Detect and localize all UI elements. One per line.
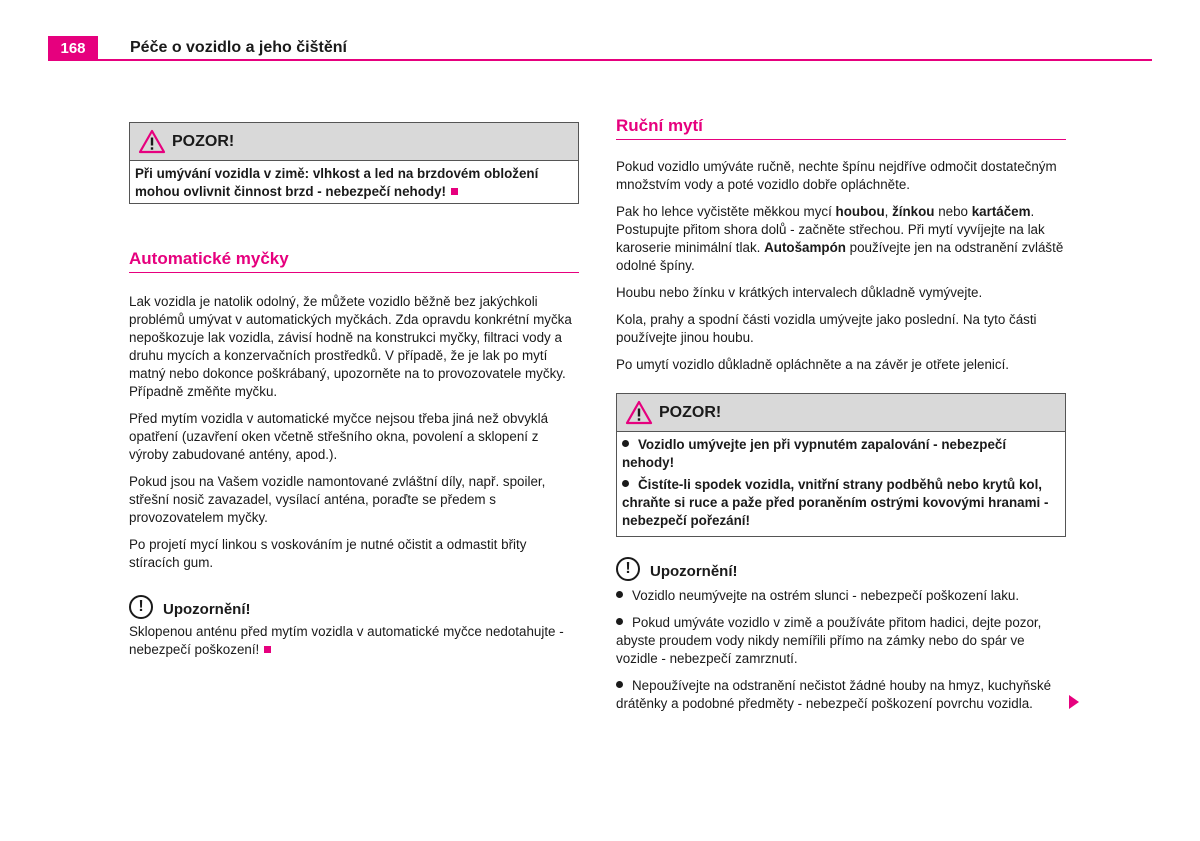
note-item-text: Vozidlo neumývejte na ostrém slunci - nebezpečí poškození laku. — [632, 588, 1020, 603]
text-run: nebo — [934, 204, 972, 219]
warning-item — [622, 476, 1059, 530]
note-item — [616, 614, 1066, 668]
note-text — [129, 623, 579, 659]
end-marker-icon — [264, 646, 271, 653]
paragraph: Před mytím vozidla v automatické myčce nejsou třeba jiná než obvyklá opatření (uzavření oken včetně střešního okna, povolení a sklopení z výroby zabudované antény, apod.). — [129, 411, 549, 462]
note-title: Upozornění! — [163, 601, 251, 618]
warning-header — [130, 123, 578, 161]
bold-run: kartáčem — [971, 204, 1031, 219]
bullet-icon — [616, 681, 623, 688]
warning-item-text: Čistíte-li spodek vozidla, vnitřní strany podběhů nebo krytů kol, chraňte si ruce a paže před poraněním ostrými kovovými hranami - nebezpečí pořezání! — [622, 477, 1049, 528]
section-title-automatic-wash: Automatické myčky — [129, 249, 579, 273]
text-run: Pak ho lehce vyčistěte měkkou mycí — [616, 204, 836, 219]
paragraph: Pokud vozidlo umýváte ručně, nechte špínu nejdříve odmočit dostatečným množstvím vody a poté vozidlo dobře opláchněte. — [616, 159, 1057, 192]
paragraph: Lak vozidla je natolik odolný, že můžete vozidlo běžně bez jakýchkoli problémů umývat v automatických myčkách. Zda opravdu konkrétní myčka nepoškozuje lak vozidla, závisí hodně na konstrukci myčky, filtraci vody a druhu mycích a konzervačních prostředků. V případě, že je lak po mytí matný nebo dokonce poškrábaný, upozorněte na to provozovatele myčky. Případně změňte myčku. — [129, 294, 572, 399]
bold-run: houbou — [835, 204, 885, 219]
exclamation-circle-icon: ! — [129, 595, 153, 619]
note-item-text: Nepoužívejte na odstranění nečistot žádné houby na hmyz, kuchyňské drátěnky a podobné předměty - nebezpečí poškození povrchu vozidla. — [616, 678, 1052, 711]
page-header — [0, 0, 1200, 62]
bullet-icon — [622, 480, 629, 487]
note-header — [129, 589, 579, 619]
bold-run: žínkou — [892, 204, 935, 219]
paragraph: Po projetí mycí linkou s voskováním je nutné očistit a odmastit břity stíracích gum. — [129, 537, 527, 570]
warning-title: POZOR! — [659, 403, 722, 421]
paragraph: Pokud jsou na Vašem vozidle namontované zvláštní díly, např. spoiler, střešní nosič zavazadel, vysílací anténa, poraďte se předem s provozovatelem myčky. — [129, 474, 546, 525]
note-text-content: Sklopenou anténu před mytím vozidla v automatické myčce nedotahujte - nebezpečí poškození! — [129, 624, 564, 657]
warning-triangle-icon — [625, 400, 653, 425]
warning-text — [130, 161, 578, 203]
bold-run: Autošampón — [764, 240, 846, 255]
page-title: Péče o vozidlo a jeho čištění — [130, 39, 347, 56]
note-item-text: Pokud umýváte vozidlo v zimě a používáte přitom hadici, dejte pozor, abyste proudem vody nikdy nemířili přímo na zámky nebo do spár ve vozidle - nebezpečí zamrznutí. — [616, 615, 1042, 666]
paragraph: Kola, prahy a spodní části vozidla umývejte jako poslední. Na tyto části používejte jinou houbu. — [616, 312, 1037, 345]
warning-box — [616, 393, 1066, 537]
bullet-icon — [616, 618, 623, 625]
paragraph: Po umytí vozidlo důkladně opláchněte a na závěr je otřete jelenicí. — [616, 357, 1010, 372]
warning-text-content: Při umývání vozidla v zimě: vlhkost a led na brzdovém obložení mohou ovlivnit činnost brzd - nebezpečí nehody! — [135, 166, 539, 199]
left-column — [129, 122, 579, 668]
paragraph — [616, 203, 1066, 275]
note-item — [616, 587, 1066, 605]
warning-title: POZOR! — [172, 132, 235, 150]
next-page-arrow-icon — [1069, 695, 1079, 709]
note-title: Upozornění! — [650, 563, 738, 580]
warning-item — [622, 436, 1059, 472]
bullet-icon — [622, 440, 629, 447]
section-title-hand-wash: Ruční mytí — [616, 116, 1066, 140]
warning-list — [617, 432, 1065, 536]
warning-box — [129, 122, 579, 204]
warning-triangle-icon — [138, 129, 166, 154]
exclamation-circle-icon: ! — [616, 557, 640, 581]
page-number: 168 — [48, 36, 98, 61]
warning-header — [617, 394, 1065, 432]
bullet-icon — [616, 591, 623, 598]
note-header — [616, 551, 1066, 581]
right-column — [616, 116, 1066, 722]
text-run: používejte jen na odstranění zvláště odolné špíny. — [616, 240, 1064, 273]
end-marker-icon — [451, 188, 458, 195]
warning-item-text: Vozidlo umývejte jen při vypnutém zapalování - nebezpečí nehody! — [622, 437, 1007, 470]
header-divider — [48, 59, 1152, 61]
text-run: . Postupujte přitom shora dolů - začněte střechou. Při mytí vyvíjejte na lak karoserie minimální tlak. — [616, 204, 1045, 255]
paragraph: Houbu nebo žínku v krátkých intervalech důkladně vymývejte. — [616, 285, 983, 300]
note-item — [616, 677, 1066, 713]
text-run: , — [884, 204, 893, 219]
